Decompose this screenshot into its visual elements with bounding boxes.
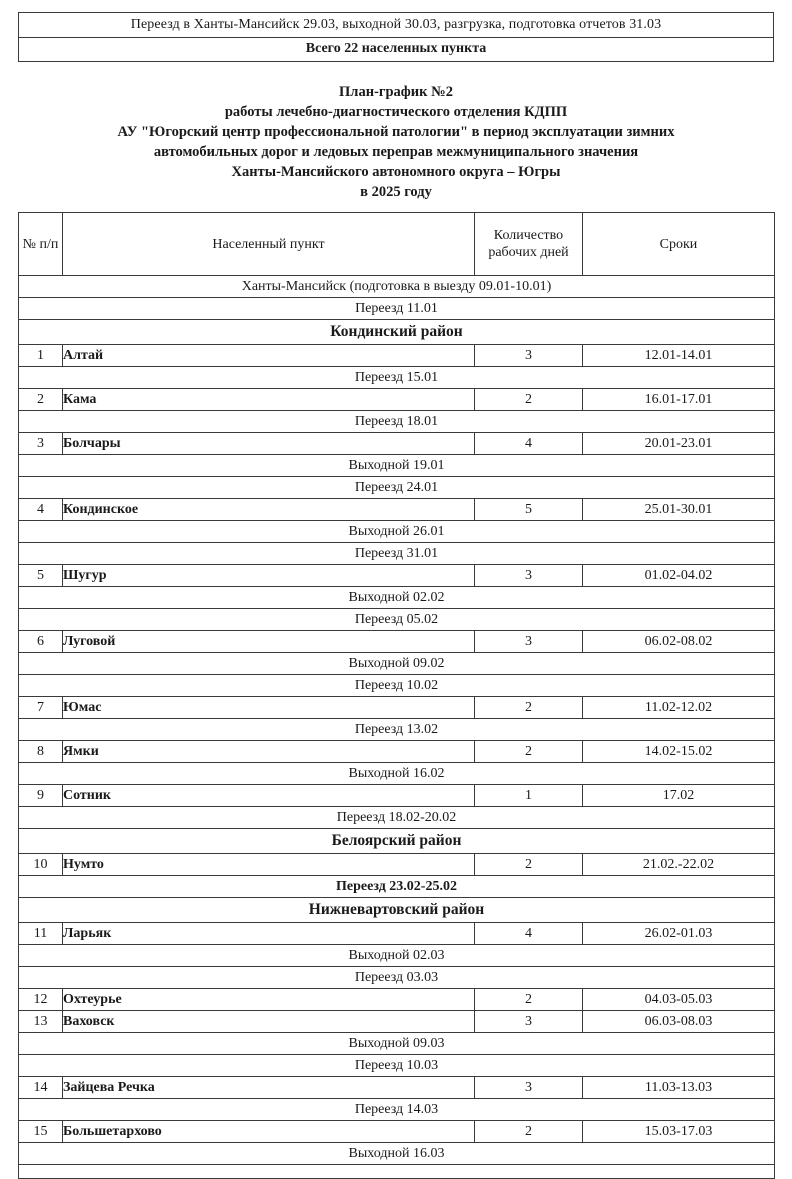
cell-workdays: 2 [475,741,583,763]
cell-workdays: 4 [475,433,583,455]
title-line-1: План-график №2 [339,84,453,100]
cell-number: 14 [19,1077,63,1099]
table-row-note [19,1033,775,1055]
table-row-note [19,1143,775,1165]
cell-dates: 25.01-30.01 [583,499,775,521]
table-row-note [19,276,775,298]
table-row [19,1077,775,1099]
table-row [19,631,775,653]
cell-note: Выходной 09.02 [19,653,775,675]
table-row-note [19,967,775,989]
table-row [19,697,775,719]
cell-number: 7 [19,697,63,719]
cell-dates: 04.03-05.03 [583,989,775,1011]
cell-note: Переезд 10.03 [19,1055,775,1077]
cell-note [19,1165,775,1179]
cell-region-title: Кондинский район [19,320,775,345]
cell-settlement: Большетархово [63,1121,475,1143]
cell-note: Переезд 14.03 [19,1099,775,1121]
cell-number: 12 [19,989,63,1011]
cell-dates: 01.02-04.02 [583,565,775,587]
cell-note: Переезд 18.02-20.02 [19,807,775,829]
cell-settlement: Болчары [63,433,475,455]
cell-note: Переезд 03.03 [19,967,775,989]
table-row-note [19,298,775,320]
table-row-note [19,477,775,499]
title-line-6: в 2025 году [360,184,432,200]
cell-number: 9 [19,785,63,807]
schedule-table [18,212,775,1179]
cell-note: Переезд 31.01 [19,543,775,565]
cell-workdays: 3 [475,1077,583,1099]
table-row-region [19,829,775,854]
header-line-transfer: Переезд в Ханты-Мансийск 29.03, выходной 30.03, разгрузка, подготовка отчетов 31.03 [19,13,773,38]
table-row [19,345,775,367]
cell-note: Выходной 02.02 [19,587,775,609]
title-line-3: АУ "Югорский центр профессиональной патологии" в период эксплуатации зимних [117,124,675,140]
cell-note: Выходной 16.02 [19,763,775,785]
table-row-note [19,521,775,543]
table-row-note [19,945,775,967]
cell-region-title: Белоярский район [19,829,775,854]
cell-note: Ханты-Мансийск (подготовка в выезду 09.01-10.01) [19,276,775,298]
table-row [19,854,775,876]
cell-settlement: Охтеурье [63,989,475,1011]
cell-number: 4 [19,499,63,521]
cell-workdays: 3 [475,345,583,367]
title-line-4: автомобильных дорог и ледовых переправ межмуниципального значения [153,144,639,160]
cell-note: Переезд 23.02-25.02 [19,876,775,898]
table-row-note [19,455,775,477]
table-row [19,499,775,521]
table-row [19,785,775,807]
table-row-region [19,320,775,345]
table-header-row [19,213,775,276]
table-row [19,741,775,763]
cell-dates: 14.02-15.02 [583,741,775,763]
cell-dates: 11.02-12.02 [583,697,775,719]
cell-number: 11 [19,923,63,945]
cell-number: 15 [19,1121,63,1143]
cell-workdays: 2 [475,697,583,719]
table-row [19,923,775,945]
table-row-note [19,876,775,898]
cell-workdays: 3 [475,1011,583,1033]
cell-dates: 15.03-17.03 [583,1121,775,1143]
cell-workdays: 4 [475,923,583,945]
cell-workdays: 3 [475,631,583,653]
cell-number: 1 [19,345,63,367]
table-row-note [19,609,775,631]
table-row-blank [19,1165,775,1179]
table-row-note [19,807,775,829]
table-row-note [19,1055,775,1077]
title-line-2: работы лечебно-диагностического отделения КДПП [224,104,568,120]
cell-dates: 20.01-23.01 [583,433,775,455]
cell-settlement: Кама [63,389,475,411]
document-title [18,82,774,202]
cell-settlement: Ямки [63,741,475,763]
cell-workdays: 3 [475,565,583,587]
cell-settlement: Зайцева Речка [63,1077,475,1099]
cell-number: 2 [19,389,63,411]
cell-number: 13 [19,1011,63,1033]
table-row [19,1011,775,1033]
table-row-note [19,587,775,609]
document-header-box [18,12,774,62]
column-header-name: Населенный пункт [63,213,475,276]
table-row [19,989,775,1011]
column-header-days: Количество рабочих дней [475,213,583,276]
cell-region-title: Нижневартовский район [19,898,775,923]
cell-note: Переезд 11.01 [19,298,775,320]
cell-note: Выходной 09.03 [19,1033,775,1055]
cell-note: Выходной 16.03 [19,1143,775,1165]
cell-note: Переезд 05.02 [19,609,775,631]
cell-note: Переезд 10.02 [19,675,775,697]
cell-dates: 21.02.-22.02 [583,854,775,876]
table-row-note [19,719,775,741]
cell-dates: 11.03-13.03 [583,1077,775,1099]
cell-note: Выходной 19.01 [19,455,775,477]
table-row [19,565,775,587]
cell-workdays: 2 [475,1121,583,1143]
cell-dates: 16.01-17.01 [583,389,775,411]
table-row-note [19,675,775,697]
cell-note: Выходной 26.01 [19,521,775,543]
title-line-5: Ханты-Мансийского автономного округа – Югры [231,164,561,180]
cell-note: Переезд 15.01 [19,367,775,389]
header-line-total: Всего 22 населенных пункта [305,41,487,56]
cell-number: 6 [19,631,63,653]
cell-workdays: 5 [475,499,583,521]
column-header-num: № п/п [19,213,63,276]
column-header-dates: Сроки [583,213,775,276]
cell-dates: 17.02 [583,785,775,807]
table-body [19,276,775,1179]
cell-number: 5 [19,565,63,587]
cell-dates: 06.03-08.03 [583,1011,775,1033]
table-row [19,433,775,455]
cell-workdays: 2 [475,389,583,411]
cell-dates: 26.02-01.03 [583,923,775,945]
cell-workdays: 2 [475,854,583,876]
cell-settlement: Ваховск [63,1011,475,1033]
cell-note: Переезд 24.01 [19,477,775,499]
cell-settlement: Алтай [63,345,475,367]
table-row-note [19,411,775,433]
cell-number: 10 [19,854,63,876]
table-row-note [19,653,775,675]
cell-note: Переезд 18.01 [19,411,775,433]
cell-number: 8 [19,741,63,763]
table-row-region [19,898,775,923]
table-row-note [19,1099,775,1121]
cell-settlement: Ларьяк [63,923,475,945]
cell-settlement: Нумто [63,854,475,876]
table-row-note [19,367,775,389]
cell-settlement: Кондинское [63,499,475,521]
cell-dates: 06.02-08.02 [583,631,775,653]
table-row [19,389,775,411]
cell-settlement: Луговой [63,631,475,653]
table-row-note [19,763,775,785]
table-row [19,1121,775,1143]
cell-note: Переезд 13.02 [19,719,775,741]
cell-workdays: 2 [475,989,583,1011]
schedule-table-wrapper [18,212,774,1179]
cell-settlement: Юмас [63,697,475,719]
cell-settlement: Сотник [63,785,475,807]
cell-workdays: 1 [475,785,583,807]
cell-settlement: Шугур [63,565,475,587]
cell-dates: 12.01-14.01 [583,345,775,367]
cell-number: 3 [19,433,63,455]
table-row-note [19,543,775,565]
cell-note: Выходной 02.03 [19,945,775,967]
